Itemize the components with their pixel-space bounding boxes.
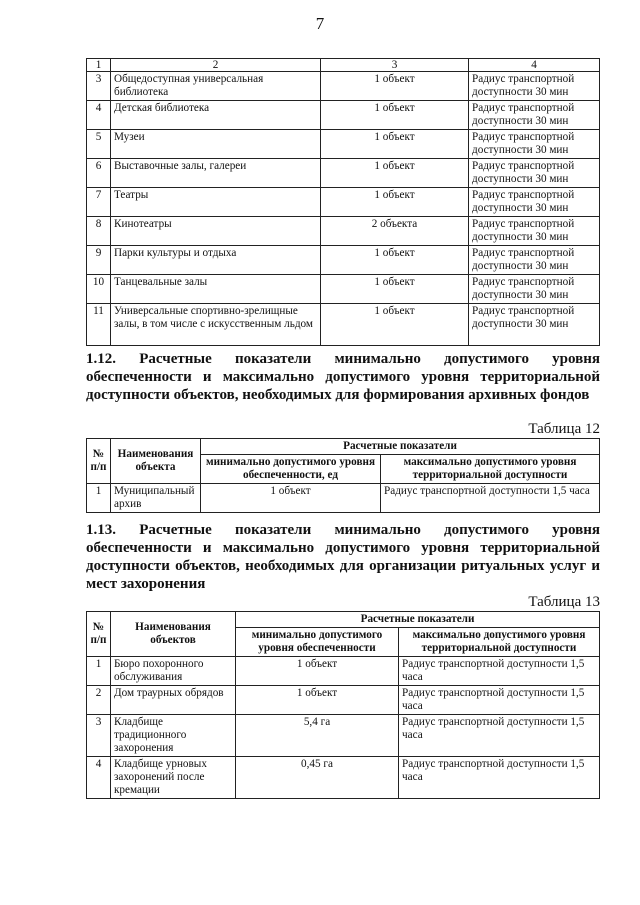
- table-cell-name: Дом траурных обрядов: [111, 686, 236, 715]
- table-cell-qty: 1 объект: [321, 246, 469, 275]
- table-cell-max: Радиус транспортной доступности 1,5 часа: [399, 715, 600, 757]
- table-cell-n: 1: [87, 657, 111, 686]
- table-cell-max: Радиус транспортной доступности 1,5 часа: [381, 484, 600, 513]
- header-min: минимально допустимого уровня обеспеченности, ед: [201, 455, 381, 484]
- table-caption-13: Таблица 13: [528, 594, 600, 610]
- table-cell-n: 3: [87, 72, 111, 101]
- header-cell: 4: [469, 59, 600, 72]
- table-cell-access: Радиус транспортной доступности 30 мин: [469, 217, 600, 246]
- table-cell-access: Радиус транспортной доступности 30 мин: [469, 246, 600, 275]
- table-cell-n: 5: [87, 130, 111, 159]
- table-cell-qty: 1 объект: [321, 159, 469, 188]
- table-cell-access: Радиус транспортной доступности 30 мин: [469, 159, 600, 188]
- table-cell-qty: 1 объект: [321, 72, 469, 101]
- table-row: [87, 304, 600, 346]
- header-num: № п/п: [87, 612, 111, 657]
- header-group: Расчетные показатели: [201, 439, 600, 455]
- table-caption-12: Таблица 12: [528, 421, 600, 437]
- table-cell-max: Радиус транспортной доступности 1,5 часа: [399, 657, 600, 686]
- section-heading-12: 1.12. Расчетные показатели минимально допустимого уровня обеспеченности и максимально допустимого уровня территориальной доступности объектов, необходимых для формирования архивных фондов: [86, 351, 600, 403]
- table-cell-name: Общедоступная универсальная библиотека: [111, 72, 321, 101]
- table-cell-name: Универсальные спортивно-зрелищные залы, в том числе с искусственным льдом: [111, 304, 321, 346]
- header-group: Расчетные показатели: [236, 612, 600, 628]
- header-cell: 1: [87, 59, 111, 72]
- table-cell-n: 2: [87, 686, 111, 715]
- header-cell: 3: [321, 59, 469, 72]
- table-row: [87, 757, 600, 799]
- table-cell-min: 1 объект: [236, 657, 399, 686]
- table-archives: [86, 438, 600, 513]
- table-ritual-services: [86, 611, 600, 799]
- table-cell-access: Радиус транспортной доступности 30 мин: [469, 101, 600, 130]
- table-header-row: [87, 59, 600, 72]
- table-row: [87, 159, 600, 188]
- table-row: [87, 72, 600, 101]
- header-max: максимально допустимого уровня территориальной доступности: [381, 455, 600, 484]
- table-cultural-objects: [86, 58, 600, 346]
- table-row: [87, 275, 600, 304]
- table-cell-name: Музеи: [111, 130, 321, 159]
- table-cell-name: Кладбище традиционного захоронения: [111, 715, 236, 757]
- table-row: [87, 657, 600, 686]
- table-cell-name: Кинотеатры: [111, 217, 321, 246]
- table-cell-name: Выставочные залы, галереи: [111, 159, 321, 188]
- table-cell-qty: 1 объект: [321, 304, 469, 346]
- table-cell-access: Радиус транспортной доступности 30 мин: [469, 130, 600, 159]
- header-name: Наименования объекта: [111, 439, 201, 484]
- page-number: 7: [315, 14, 325, 33]
- table-cell-qty: 1 объект: [321, 275, 469, 304]
- table-row: [87, 188, 600, 217]
- table-body: [87, 72, 600, 346]
- table-cell-qty: 2 объекта: [321, 217, 469, 246]
- header-num: № п/п: [87, 439, 111, 484]
- table-cell-qty: 1 объект: [321, 101, 469, 130]
- table-cell-name: Театры: [111, 188, 321, 217]
- table-row: [87, 484, 600, 513]
- table-cell-n: 4: [87, 101, 111, 130]
- table-cell-min: 5,4 га: [236, 715, 399, 757]
- table-cell-min: 0,45 га: [236, 757, 399, 799]
- table-cell-n: 9: [87, 246, 111, 275]
- table-body: [87, 484, 600, 513]
- section-heading-13: 1.13. Расчетные показатели минимально допустимого уровня обеспеченности и максимально допустимого уровня территориальной доступности объектов, необходимых для организации ритуальных услуг и мест захоронения: [86, 522, 600, 592]
- table-cell-n: 1: [87, 484, 111, 513]
- table-cell-n: 4: [87, 757, 111, 799]
- table-cell-min: 1 объект: [201, 484, 381, 513]
- table-cell-qty: 1 объект: [321, 130, 469, 159]
- table-cell-n: 10: [87, 275, 111, 304]
- table-cell-n: 7: [87, 188, 111, 217]
- table-cell-name: Детская библиотека: [111, 101, 321, 130]
- table-cell-name: Парки культуры и отдыха: [111, 246, 321, 275]
- header-cell: 2: [111, 59, 321, 72]
- table-body: [87, 657, 600, 799]
- table-cell-name: Бюро похоронного обслуживания: [111, 657, 236, 686]
- table-row: [87, 246, 600, 275]
- table-row: [87, 101, 600, 130]
- table-cell-name: Муниципальный архив: [111, 484, 201, 513]
- table-cell-n: 3: [87, 715, 111, 757]
- table-cell-access: Радиус транспортной доступности 30 мин: [469, 275, 600, 304]
- table-cell-access: Радиус транспортной доступности 30 мин: [469, 188, 600, 217]
- header-max: максимально допустимого уровня территориальной доступности: [399, 628, 600, 657]
- table-cell-access: Радиус транспортной доступности 30 мин: [469, 72, 600, 101]
- table-cell-max: Радиус транспортной доступности 1,5 часа: [399, 757, 600, 799]
- table-cell-n: 11: [87, 304, 111, 346]
- table-row: [87, 217, 600, 246]
- table-cell-access: Радиус транспортной доступности 30 мин: [469, 304, 600, 346]
- table-cell-n: 6: [87, 159, 111, 188]
- table-cell-name: Кладбище урновых захоронений после кремации: [111, 757, 236, 799]
- table-cell-max: Радиус транспортной доступности 1,5 часа: [399, 686, 600, 715]
- table-cell-name: Танцевальные залы: [111, 275, 321, 304]
- table-row: [87, 130, 600, 159]
- table-cell-min: 1 объект: [236, 686, 399, 715]
- table-cell-n: 8: [87, 217, 111, 246]
- header-min: минимально допустимого уровня обеспеченности: [236, 628, 399, 657]
- header-name: Наименования объектов: [111, 612, 236, 657]
- table-cell-qty: 1 объект: [321, 188, 469, 217]
- table-row: [87, 715, 600, 757]
- table-row: [87, 686, 600, 715]
